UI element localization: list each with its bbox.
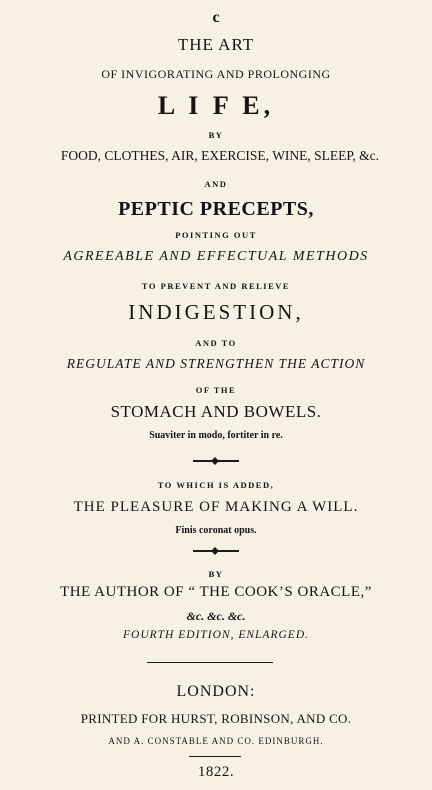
title-life: L I F E,	[157, 91, 275, 120]
regulate-strengthen: REGULATE AND STRENGTHEN THE ACTION	[66, 356, 366, 371]
rule-above-year	[189, 756, 241, 757]
agreeable-methods: AGREEABLE AND EFFECTUAL METHODS	[63, 249, 369, 264]
ornament-divider-2	[193, 547, 239, 555]
imprint-edinburgh: AND A. CONSTABLE AND CO. EDINBURGH.	[108, 736, 324, 746]
title-the-art: THE ART	[177, 35, 255, 54]
imprint-year: 1822.	[197, 764, 235, 780]
title-subline-invigorating: OF INVIGORATING AND PROLONGING	[101, 67, 331, 81]
motto-finis: Finis coronat opus.	[175, 525, 257, 536]
peptic-precepts: PEPTIC PRECEPTS,	[118, 198, 314, 220]
and-to: AND TO	[195, 338, 237, 348]
pointing-out: POINTING OUT	[175, 230, 257, 240]
rule-above-imprint	[147, 662, 273, 663]
to-which-is-added: TO WHICH IS ADDED,	[157, 480, 275, 490]
motto-suaviter: Suaviter in modo, fortiter in re.	[149, 430, 283, 441]
etc-etc: &c. &c. &c.	[186, 609, 246, 623]
of-the: OF THE	[195, 385, 237, 395]
imprint-printer: PRINTED FOR HURST, ROBINSON, AND CO.	[80, 711, 352, 726]
stomach-and-bowels: STOMACH AND BOWELS.	[110, 402, 322, 421]
fourth-edition: FOURTH EDITION, ENLARGED.	[123, 629, 309, 641]
ornament-divider-1	[193, 457, 239, 465]
by-1: BY	[208, 130, 224, 140]
indigestion: INDIGESTION,	[128, 300, 304, 324]
signature-mark: c	[212, 9, 220, 26]
food-clothes-line: FOOD, CLOTHES, AIR, EXERCISE, WINE, SLEEP, &c.	[60, 148, 380, 163]
author-of-cooks-oracle: THE AUTHOR OF “ THE COOK’S ORACLE,”	[60, 584, 372, 600]
pleasure-of-making-a-will: THE PLEASURE OF MAKING A WILL.	[73, 499, 359, 515]
and-1: AND	[204, 179, 228, 189]
to-prevent-relieve: TO PREVENT AND RELIEVE	[141, 281, 291, 291]
by-2: BY	[208, 569, 224, 579]
imprint-city: LONDON:	[176, 683, 256, 700]
